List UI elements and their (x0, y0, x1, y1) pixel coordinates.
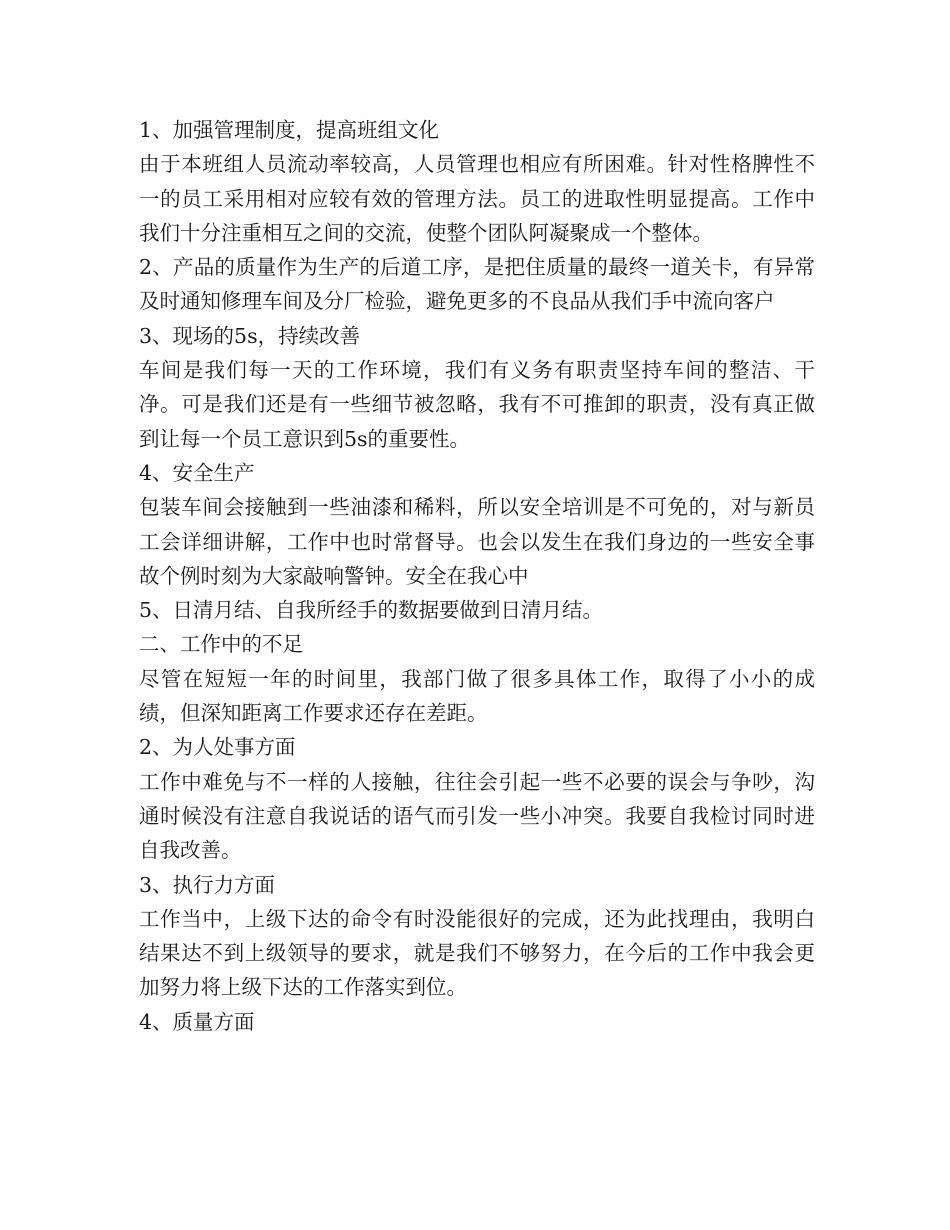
section-heading: 3、执行力方面 (139, 872, 276, 897)
section-heading: 5、日清月结、自我所经手的数据要做到日清月结。 (139, 598, 604, 623)
paragraph: 由于本班组人员流动率较高，人员管理也相应有所困难。针对性格脾性不一的员工采用相对应较有效的管理方法。员工的进取性明显提高。工作中我们十分注重相互之间的交流，使整个团队阿凝聚成一个整体。 (139, 152, 815, 245)
paragraph: 工作中难免与不一样的人接触，往往会引起一些不必要的误会与争吵，沟通时候没有注意自我说话的语气而引发一些小冲突。我要自我检讨同时进自我改善。 (139, 769, 815, 863)
section-heading: 二、工作中的不足 (139, 632, 303, 657)
section-heading: 3、现场的5s，持续改善 (139, 323, 361, 348)
paragraph: 尽管在短短一年的时间里，我部门做了很多具体工作，取得了小小的成绩，但深知距离工作要求还存在差距。 (139, 666, 815, 726)
paragraph: 2、产品的质量作为生产的后道工序，是把住质量的最终一道关卡，有异常及时通知修理车间及分厂检验，避免更多的不良品从我们手中流向客户 (139, 255, 815, 314)
section-heading: 4、质量方面 (139, 1009, 255, 1034)
paragraph: 车间是我们每一天的工作环境，我们有义务有职责坚持车间的整洁、干净。可是我们还是有一些细节被忽略，我有不可推卸的职责，没有真正做到让每一个员工意识到5s的重要性。 (139, 358, 815, 451)
section-heading: 4、安全生产 (139, 460, 255, 485)
section-heading: 2、为人处事方面 (139, 735, 296, 760)
section-heading: 1、加强管理制度，提高班组文化 (139, 118, 440, 142)
document-body (139, 113, 815, 1039)
paragraph: 包装车间会接触到一些油漆和稀料，所以安全培训是不可免的，对与新员工会详细讲解，工作中也时常督导。也会以发生在我们身边的一些安全事故个例时刻为大家敲响警钟。安全在我心中 (139, 495, 815, 588)
paragraph: 工作当中，上级下达的命令有时没能很好的完成，还为此找理由，我明白结果达不到上级领导的要求，就是我们不够努力，在今后的工作中我会更加努力将上级下达的工作落实到位。 (139, 906, 815, 1000)
